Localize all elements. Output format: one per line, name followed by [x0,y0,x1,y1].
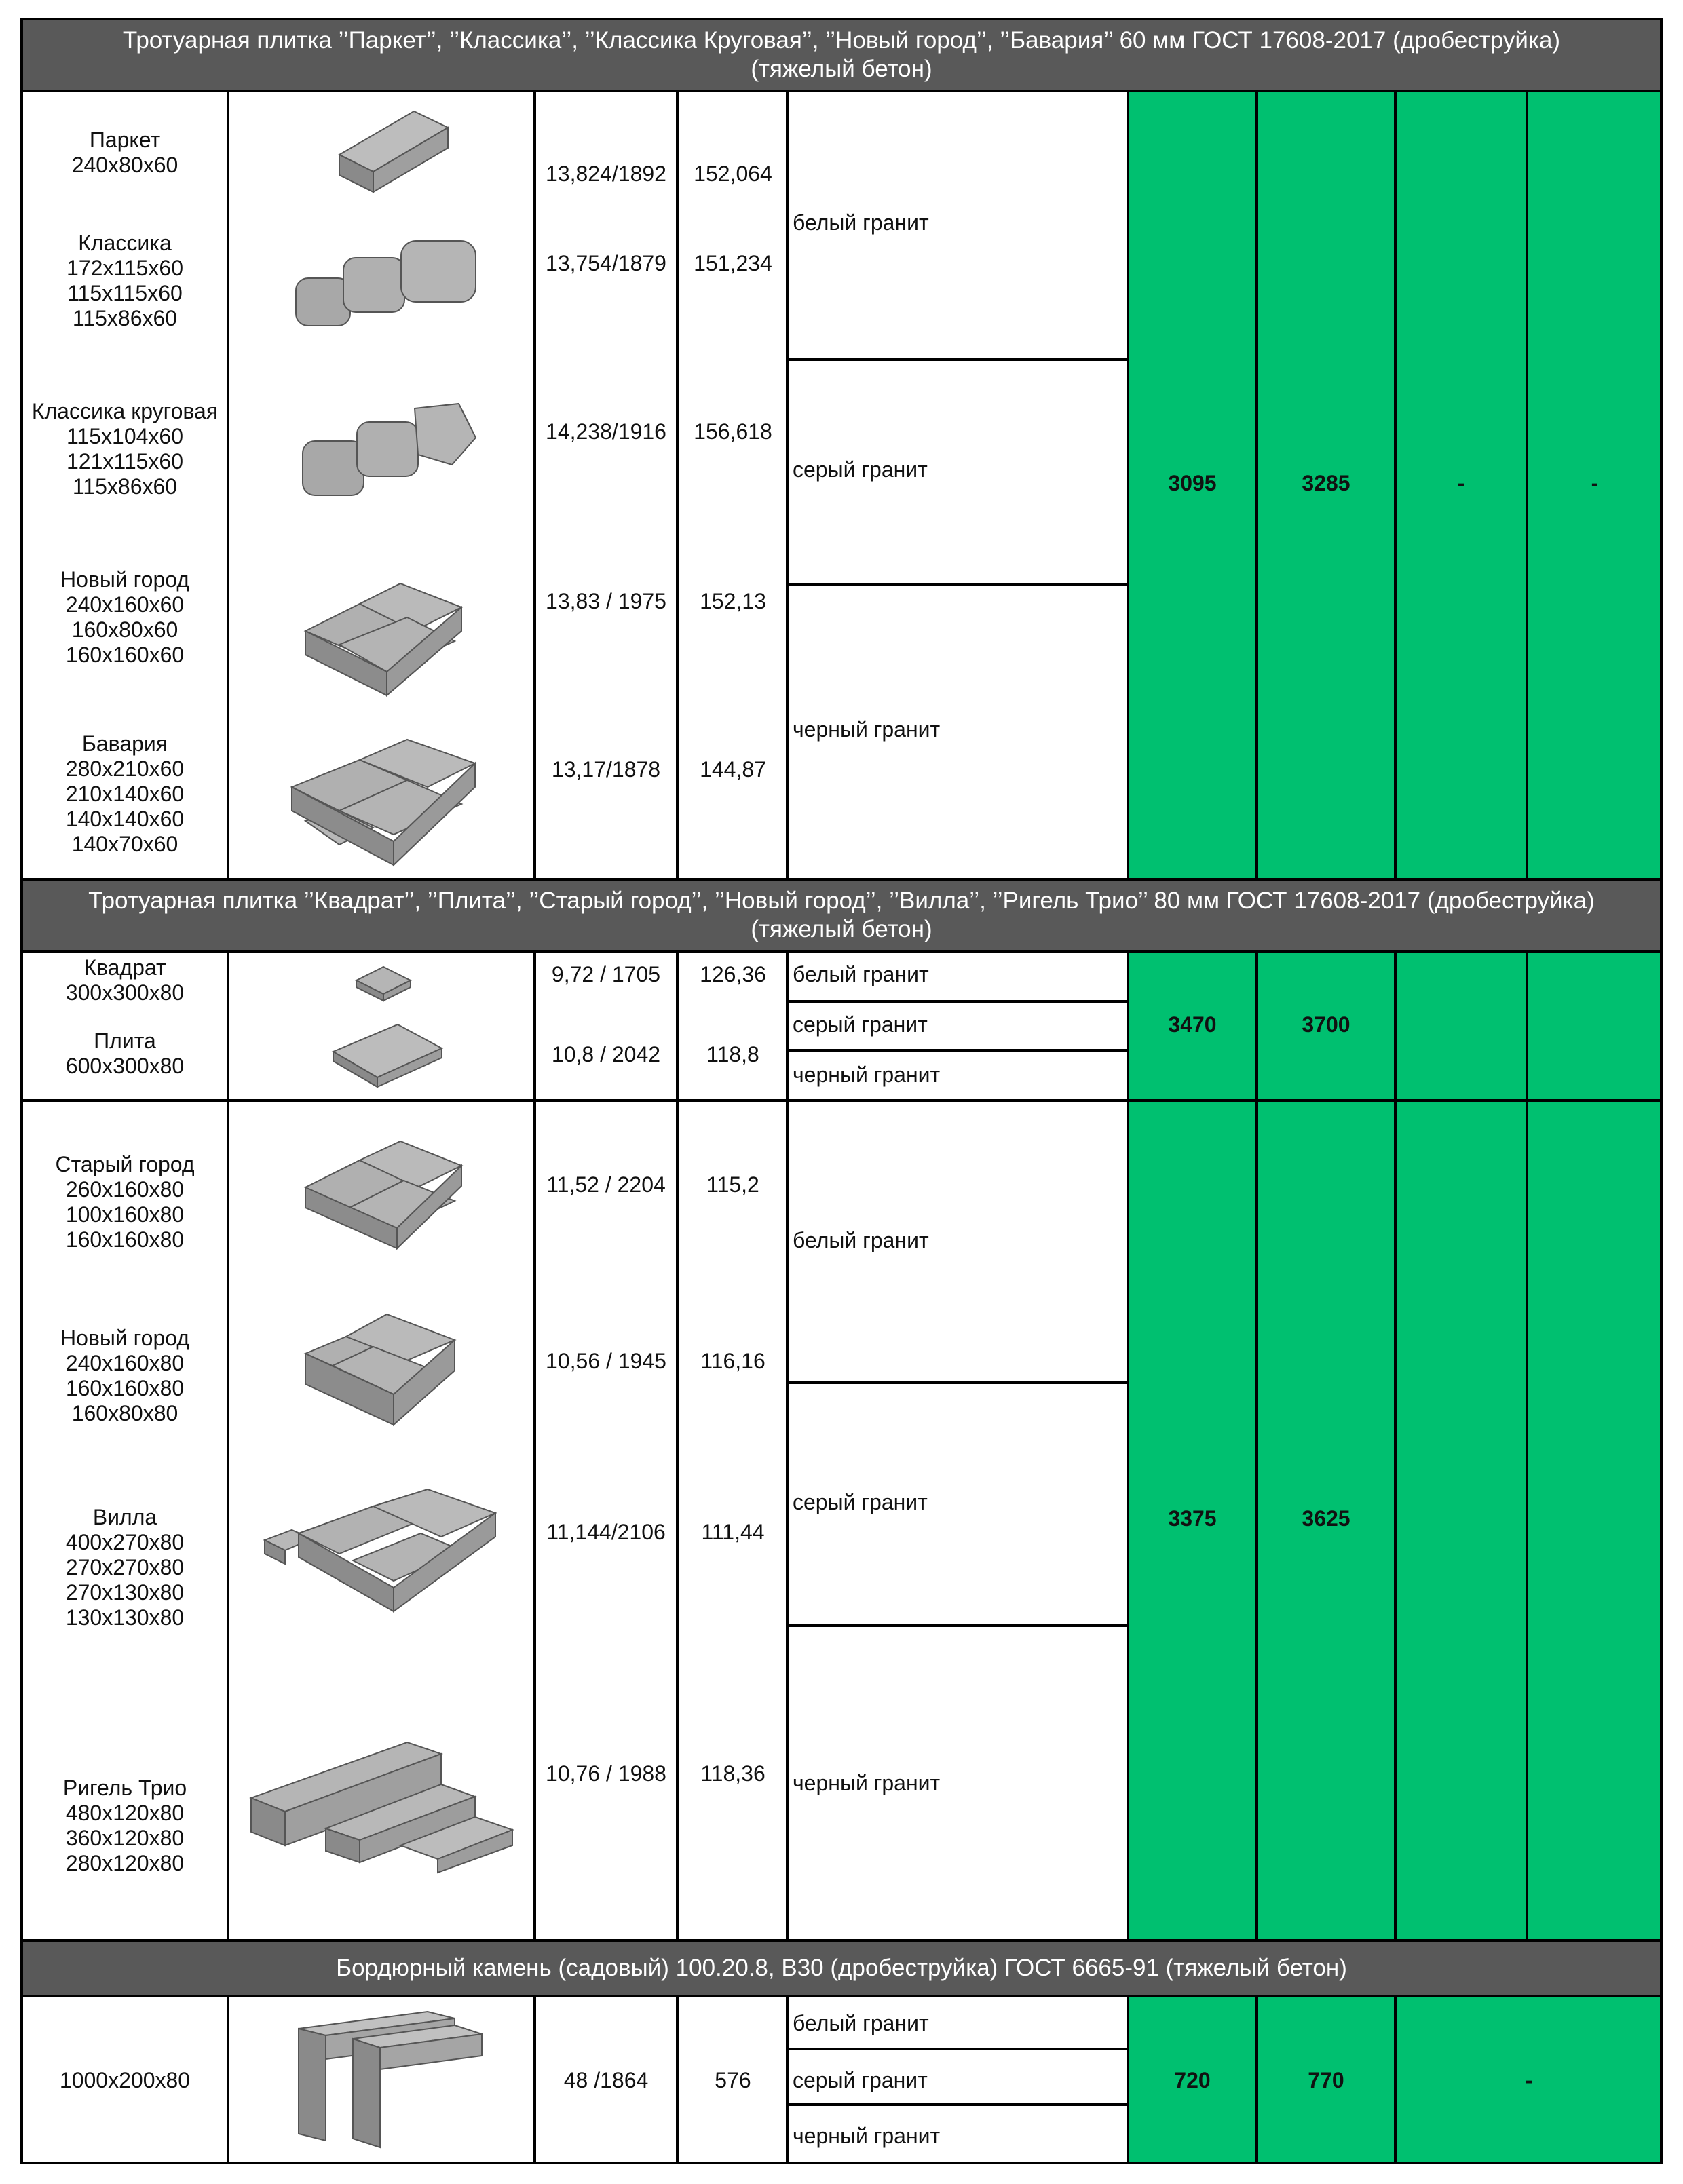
section3-header-text: Бордюрный камень (садовый) 100.20.8, В30 (дробеструйка) ГОСТ 6665-91 (тяжелый бетон) [336,1955,1347,1981]
grid-line [20,1099,1663,1102]
grid-line [227,92,229,878]
section3-color-black: черный гранит [793,2124,941,2148]
product-name-klassika-krugovaya: Классика круговая 115х104х60 121х115х60 115х86х60 [31,399,219,499]
section3-price-1: 720 [1174,2068,1211,2092]
weight-plita: 10,8 / 2042 [551,1042,661,1067]
product-name-plita: Плита 600х300х80 [65,1029,185,1078]
section2a-color-white: белый гранит [793,962,929,986]
area-parket: 152,064 [694,161,772,186]
product-name-bordyur: 1000х200х80 [59,2068,191,2092]
paving-tile-image [285,733,482,875]
grid-line [1127,92,1129,878]
area-klassika: 151,234 [694,251,772,275]
paving-tile-image [333,107,455,195]
grid-line [1394,92,1397,878]
product-name-klassika: Классика 172х115х60 115х115х60 115х86х60 [67,231,183,330]
section3-header [20,1939,1663,1997]
area-klassika-krugovaya: 156,618 [694,419,772,444]
paving-tile-image [289,237,486,346]
section1-price-2: 3285 [1302,471,1350,495]
area-noviy-gorod-60: 152,13 [700,589,766,613]
grid-line [533,1997,536,2163]
grid-line [787,1624,1127,1627]
weight-klassika: 13,754/1879 [546,251,666,275]
section2-header-line1: Тротуарная плитка ’’Квадрат’’, ’’Плита’’, ’’Старый город’’, ’’Новый город’’, ’’Вилла’’, ’’Ригель Трио’’ 80 мм ГОСТ 17608-2017 (дробеструйка) [88,887,1595,914]
section3-color-white: белый гранит [793,2011,929,2035]
section2a-price-1: 3470 [1168,1012,1217,1037]
paving-tile-image [299,1306,461,1435]
grid-line [787,1381,1127,1384]
area-stariy-gorod: 115,2 [706,1172,759,1197]
weight-rigel-trio: 10,76 / 1988 [546,1761,666,1786]
product-name-noviy-gorod-60: Новый город 240х160х60 160х80х60 160х160х60 [60,567,189,667]
section1-color-white: белый гранит [793,210,929,235]
section2b-color-black: черный гранит [793,1771,941,1795]
section2b-color-white: белый гранит [793,1228,929,1252]
product-name-kvadrat: Квадрат 300х300х80 [65,955,185,1005]
section2a-color-black: черный гранит [793,1062,941,1087]
product-name-stariy-gorod: Старый город 260х160х80 100х160х80 160х160х80 [55,1152,195,1252]
section2b-price-1: 3375 [1168,1506,1217,1531]
area-bavariya: 144,87 [700,757,766,782]
grid-line [786,1997,789,2163]
area-kvadrat: 126,36 [700,962,766,986]
section2b-color-grey: серый гранит [793,1490,928,1514]
area-rigel-trio: 118,36 [700,1761,765,1786]
grid-line [227,1997,229,2163]
grid-line [787,358,1127,361]
grid-line [1255,1997,1258,2163]
grid-line [787,2103,1127,2106]
section3-price-3: - [1525,2068,1533,2092]
section1-color-black: черный гранит [793,717,941,742]
paving-tile-image [299,577,468,706]
grid-line [787,583,1127,586]
grid-line [1394,1997,1397,2163]
section2-header [20,878,1663,953]
grid-line [787,2048,1127,2050]
grid-line [787,1000,1127,1003]
grid-line [786,92,789,878]
area-villa: 111,44 [701,1520,765,1544]
weight-noviy-gorod-80: 10,56 / 1945 [546,1349,666,1373]
paving-tile-image [296,400,479,516]
paving-tile-image [244,1737,529,1873]
grid-line [1255,92,1258,878]
grid-line [20,2162,1663,2164]
paving-tile-image [299,1133,468,1255]
weight-villa: 11,144/2106 [546,1520,666,1544]
product-name-bavariya: Бавария 280х210х60 210х140х60 140х140х60 140х70х60 [65,731,185,856]
section1-header [20,18,1663,92]
weight-parket: 13,824/1892 [546,161,666,186]
product-name-rigel-trio: Ригель Трио 480х120х80 360х120х80 280х120х80 [62,1776,187,1875]
weight-bordyur: 48 /1864 [563,2068,649,2092]
section1-color-grey: серый гранит [793,457,928,482]
paving-tile-image [285,2008,489,2151]
paving-tile-image [353,963,414,1004]
section2-header-line2: (тяжелый бетон) [751,916,932,942]
grid-line [676,1997,679,2163]
paving-tile-image [258,1486,502,1628]
section1-price-3: - [1457,471,1465,495]
grid-line [1660,92,1663,2163]
weight-kvadrat: 9,72 / 1705 [551,962,661,986]
grid-line [1127,1997,1129,2163]
paving-tile-image [330,1018,445,1092]
grid-line [676,92,679,878]
grid-line [787,1049,1127,1052]
section2a-price-2: 3700 [1302,1012,1350,1037]
section3-color-grey: серый гранит [793,2068,928,2092]
product-name-parket: Паркет 240х80х60 [71,128,178,177]
product-name-noviy-gorod-80: Новый город 240х160х80 160х160х80 160х80х80 [60,1326,189,1425]
grid-line [533,92,536,878]
section1-header-line2: (тяжелый бетон) [751,56,932,82]
weight-bavariya: 13,17/1878 [551,757,661,782]
section1-price-1: 3095 [1168,471,1217,495]
area-noviy-gorod-80: 116,16 [700,1349,765,1373]
area-plita: 118,8 [706,1042,759,1067]
weight-klassika-krugovaya: 14,238/1916 [546,419,666,444]
area-bordyur: 576 [715,2068,751,2092]
section1-price-4: - [1591,471,1599,495]
section2b-price-2: 3625 [1302,1506,1350,1531]
section3-price-2: 770 [1308,2068,1344,2092]
weight-stariy-gorod: 11,52 / 2204 [546,1172,666,1197]
product-name-villa: Вилла 400х270х80 270х270х80 270х130х80 130х130х80 [65,1505,185,1630]
section2a-color-grey: серый гранит [793,1012,928,1037]
weight-noviy-gorod-60: 13,83 / 1975 [546,589,666,613]
grid-line [1526,92,1528,878]
grid-line [20,92,23,2163]
section1-header-line1: Тротуарная плитка ’’Паркет’’, ’’Классика’’, ’’Классика Круговая’’, ’’Новый город’’, ’’Бавария’’ 60 мм ГОСТ 17608-2017 (дробеструйка) [122,27,1561,54]
